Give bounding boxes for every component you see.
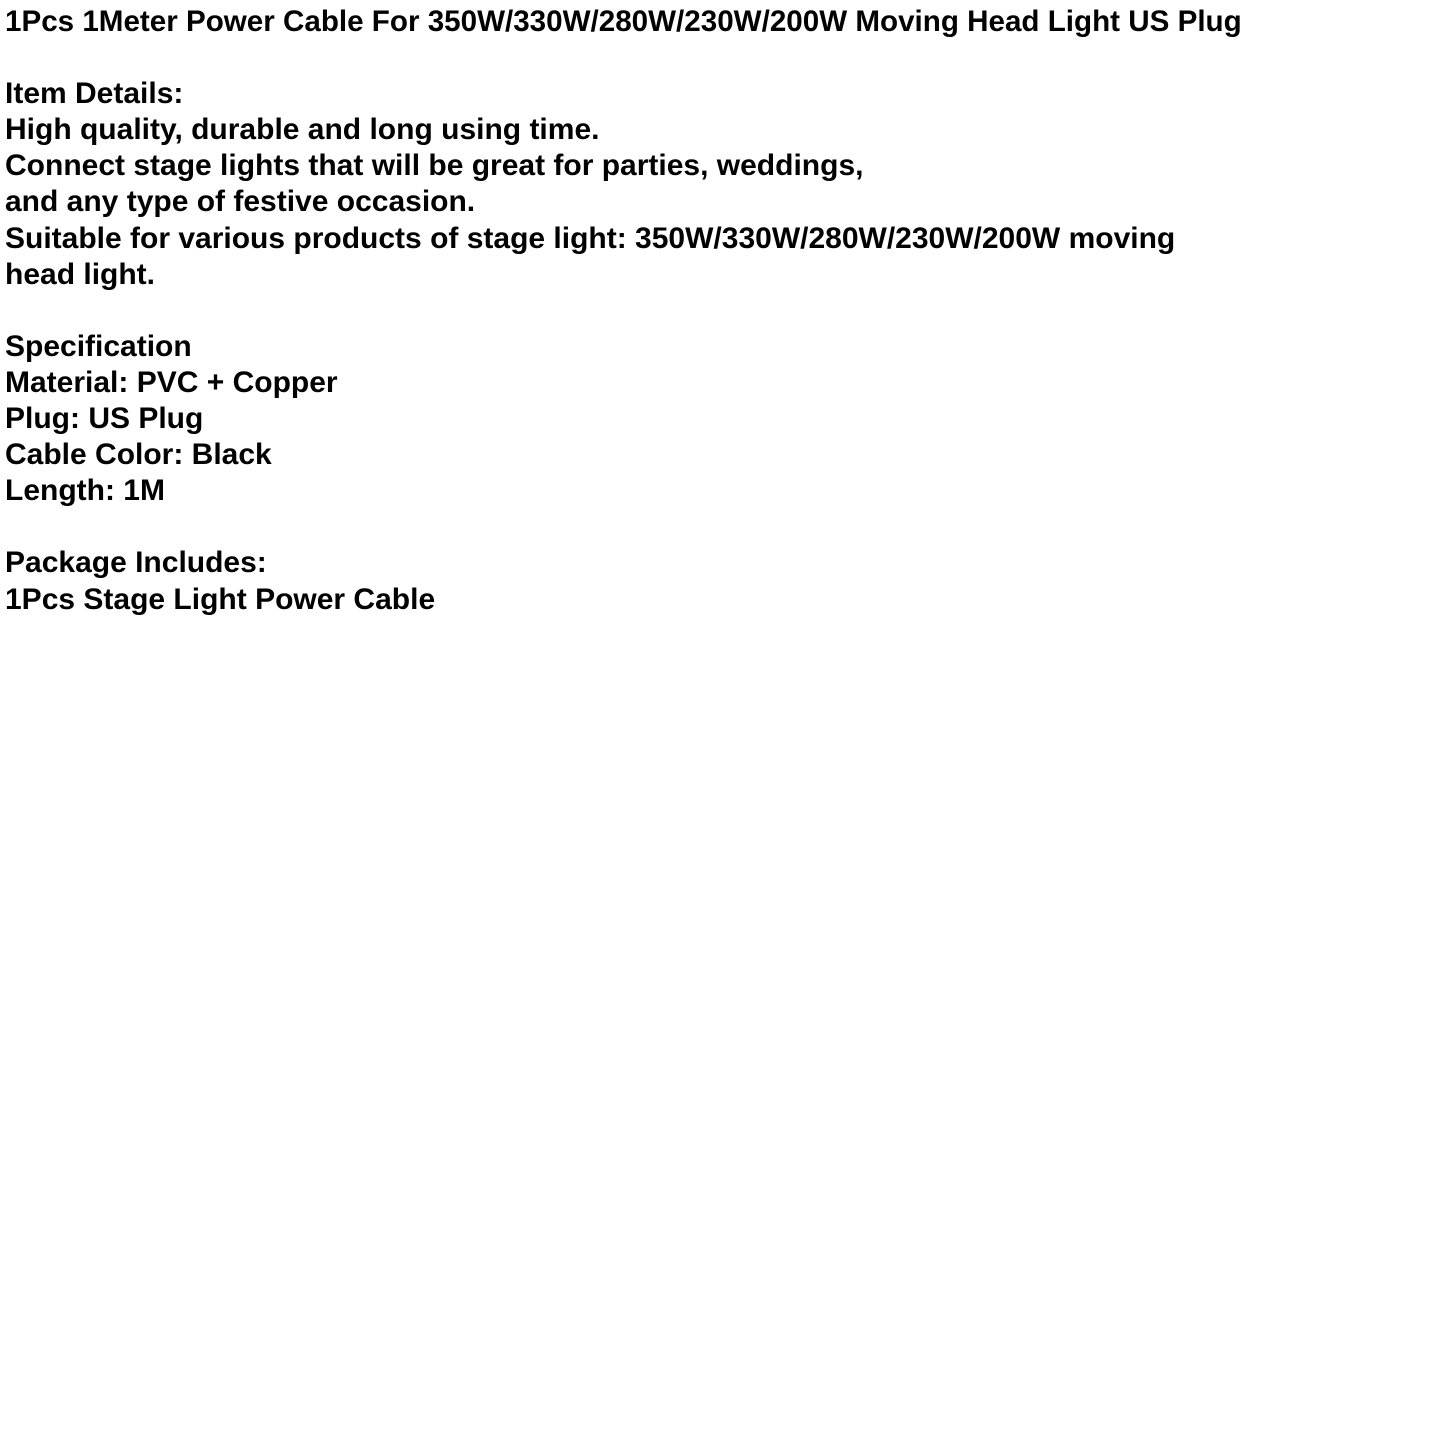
spec-length: Length: 1M xyxy=(5,474,165,508)
spacer xyxy=(5,509,1443,545)
spec-plug: Plug: US Plug xyxy=(5,402,204,436)
product-title: 1Pcs 1Meter Power Cable For 350W/330W/280W/230W/200W Moving Head Light US Plug xyxy=(5,5,1242,38)
item-details-line: head light. xyxy=(5,257,155,291)
product-description xyxy=(5,4,1443,618)
spacer xyxy=(5,293,1443,329)
package-item: 1Pcs Stage Light Power Cable xyxy=(5,582,436,616)
package-heading: Package Includes: xyxy=(5,546,267,580)
item-details-line: Connect stage lights that will be great for parties, weddings, xyxy=(5,149,864,183)
item-details-heading: Item Details: xyxy=(5,77,184,111)
spec-material: Material: PVC + Copper xyxy=(5,365,338,399)
item-details-line: Suitable for various products of stage light: 350W/330W/280W/230W/200W moving xyxy=(5,221,1176,255)
item-details-line: and any type of festive occasion. xyxy=(5,185,476,219)
spacer xyxy=(5,40,1443,76)
item-details-line: High quality, durable and long using time. xyxy=(5,113,600,147)
spec-cable-color: Cable Color: Black xyxy=(5,438,272,472)
specification-heading: Specification xyxy=(5,329,192,363)
